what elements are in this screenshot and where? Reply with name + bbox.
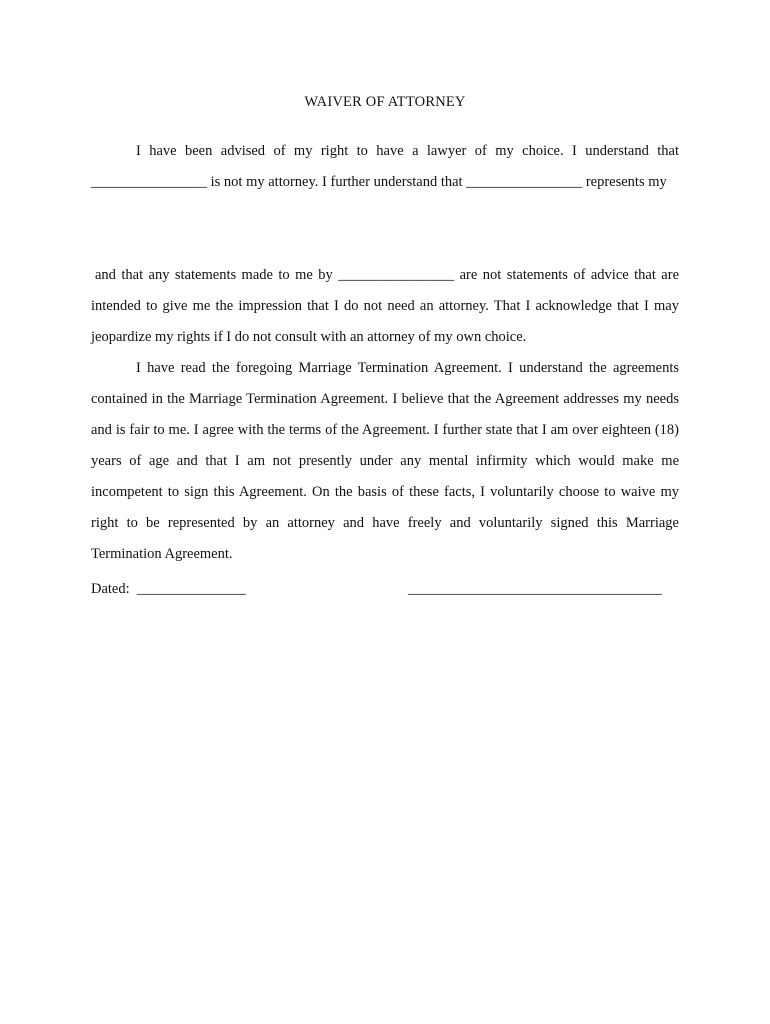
paragraph-text: and that any statements made to me by: [95, 267, 339, 283]
paragraph-advised-right: [91, 136, 679, 198]
dated-line: [91, 579, 246, 599]
paragraph-text: I have been advised of my right to have a lawyer of my choice. I understand that: [136, 143, 679, 159]
document-title: WAIVER OF ATTORNEY: [304, 94, 466, 110]
paragraph-text: are not statements of advice that are intended to give me the impression that I do not need an attorney. That I acknowledge that I may jeopardize my rights if I do not consult with an attorney of my own choice.: [91, 267, 680, 345]
blank-line: ________________: [91, 174, 207, 190]
dated-label: Dated:: [91, 581, 130, 597]
paragraph-statements: [91, 260, 679, 353]
paragraph-text: represents my: [582, 174, 667, 190]
signature-line: ___________________________________: [408, 581, 662, 597]
date-blank: _______________: [136, 581, 246, 597]
blank-line: ________________: [466, 174, 583, 190]
paragraph-read-agreement: I have read the foregoing Marriage Termination Agreement. I understand the agreements contained in the Marriage Termination Agreement. I believe that the Agreement addresses my needs and is fair to me. I agree with the terms of the Agreement. I further state that I am over eighteen (18) years of age and that I am not presently under any mental infirmity which would make me incompetent to sign this Agreement. On the basis of these facts, I voluntarily choose to waive my right to be represented by an attorney and have freely and voluntarily signed this Marriage Termination Agreement.: [91, 360, 679, 562]
paragraph-text: is not my attorney. I further understand that: [207, 174, 467, 190]
blank-line: ________________: [338, 267, 455, 283]
